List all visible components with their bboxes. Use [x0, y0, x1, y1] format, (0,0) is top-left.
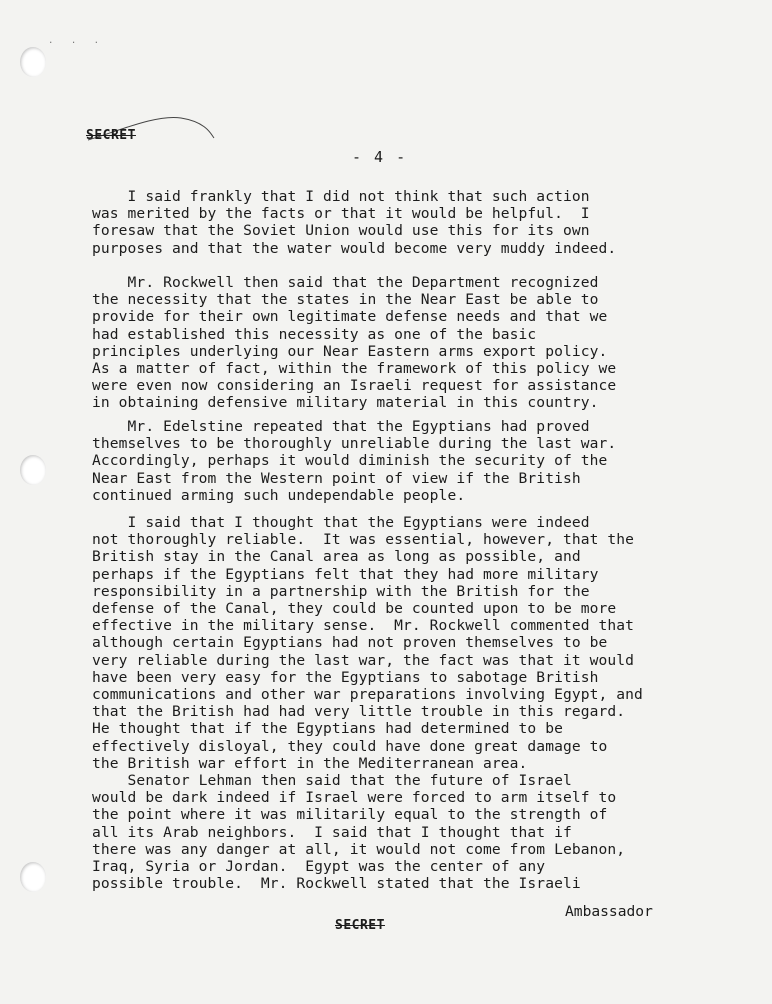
- next-page-catchword: Ambassador: [565, 903, 653, 920]
- classification-marking-bottom: SECRET: [335, 918, 385, 933]
- paragraph-4: I said that I thought that the Egyptians were indeed not thoroughly reliable. It was essential, however, that the British stay in the Canal area as long as possible, and perhaps if the Egyptians felt that they had more military responsibility in a partnership with the British for the defense of the Canal, they could be counted upon to be more effective in the military sense. Mr. Rockwell commented that although certain Egyptians had not proven themselves to be very reliable during the last war, the fact was that it would have been very easy for the Egyptians to sabotage British communications and other war preparations involving Egypt, and that the British had had very little trouble in this regard. He thought that if the Egyptians had determined to be effectively disloyal, they could have done great damage to the British war effort in the Mediterranean area.: [92, 514, 643, 772]
- punch-hole: [20, 862, 46, 892]
- classification-marking-top: SECRET: [86, 128, 136, 143]
- punch-hole: [20, 47, 46, 77]
- paragraph-2: Mr. Rockwell then said that the Department recognized the necessity that the states in the Near East be able to provide for their own legitimate defense needs and that we had established this necessity as one of the basic principles underlying our Near Eastern arms export policy. As a matter of fact, within the framework of this policy we were even now considering an Israeli request for assistance in obtaining defensive military material in this country.: [92, 274, 617, 412]
- page-number: - 4 -: [352, 148, 408, 166]
- paragraph-1: I said frankly that I did not think that such action was merited by the facts or that it would be helpful. I foresaw that the Soviet Union would use this for its own purposes and that the water would become very muddy indeed.: [92, 188, 617, 257]
- paragraph-3: Mr. Edelstine repeated that the Egyptians had proved themselves to be thoroughly unreliable during the last war. Accordingly, perhaps it would diminish the security of the Near East from the Western point of view if the British continued arming such undependable people.: [92, 418, 617, 504]
- punch-hole: [20, 455, 46, 485]
- paragraph-5: Senator Lehman then said that the future of Israel would be dark indeed if Israel were forced to arm itself to the point where it was militarily equal to the strength of all its Arab neighbors. I said that I thought that if there was any danger at all, it would not come from Lebanon, Iraq, Syria or Jordan. Egypt was the center of any possible trouble. Mr. Rockwell stated that the Israeli: [92, 772, 626, 893]
- margin-marks: . . .: [48, 36, 106, 46]
